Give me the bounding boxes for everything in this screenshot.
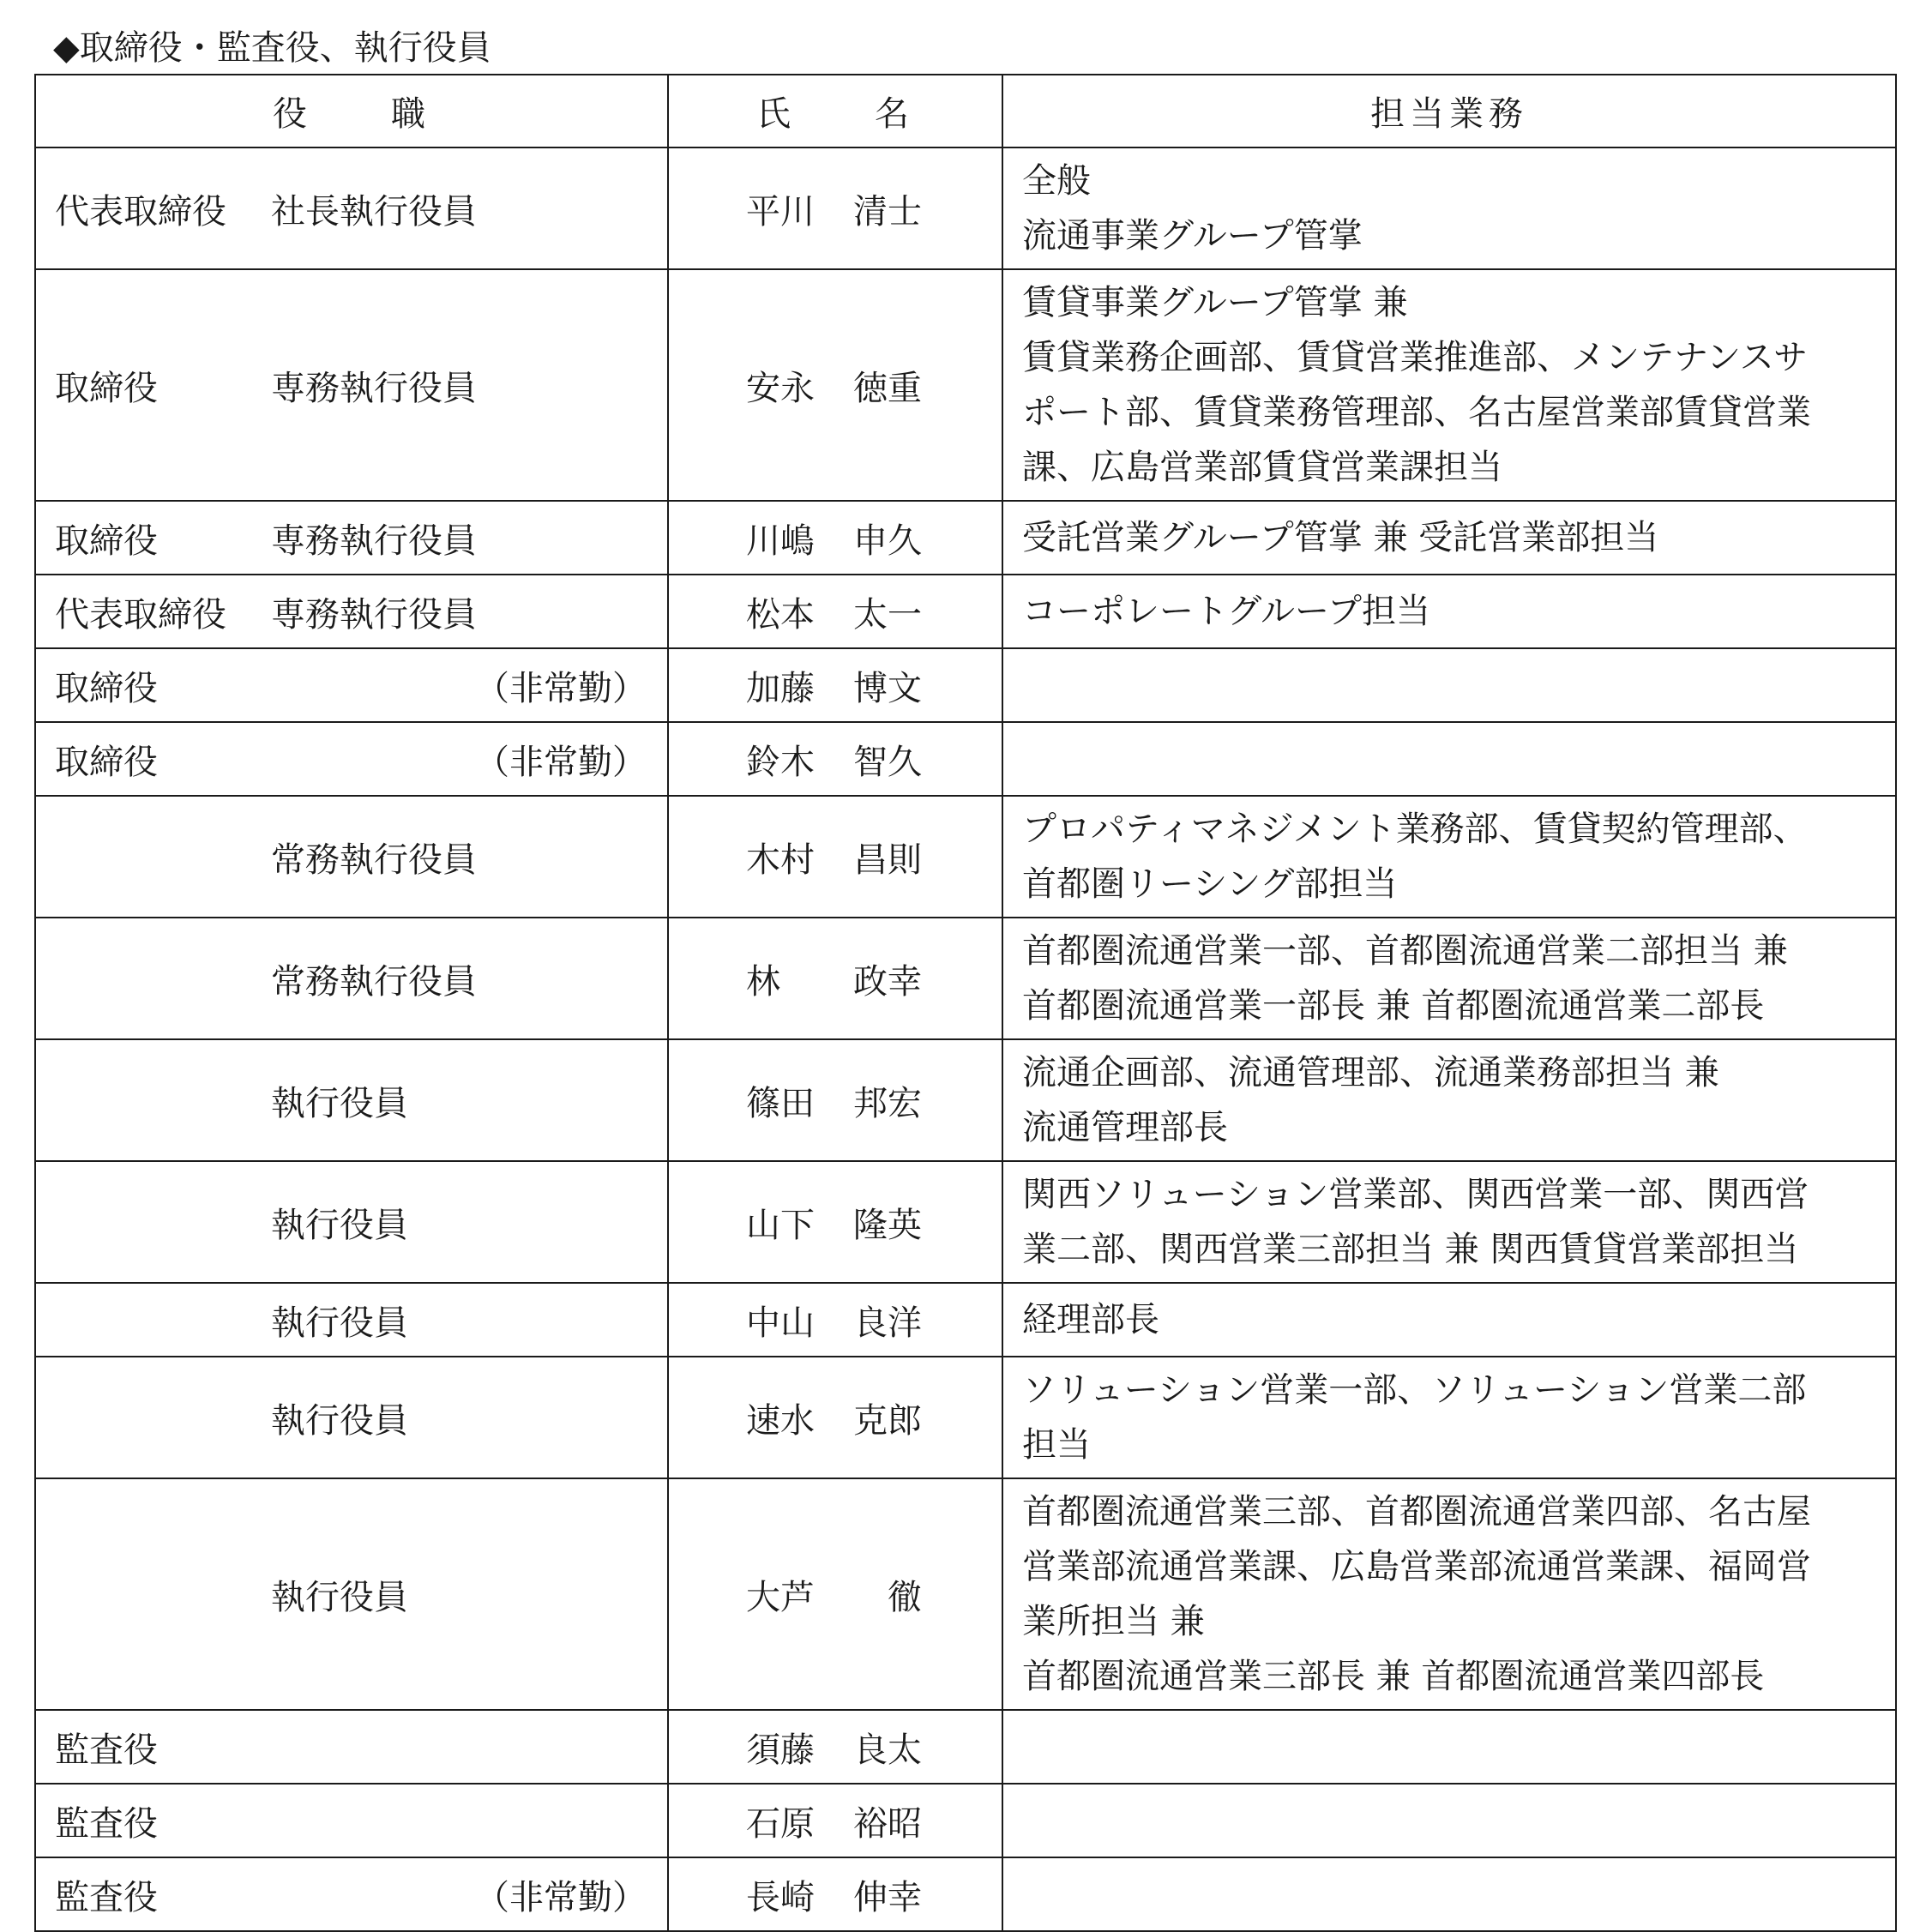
duty-line: 課、広島営業部賃貸営業課担当 [1022, 448, 1502, 487]
name-cell [668, 1357, 1002, 1478]
duties-cell [1002, 1161, 1896, 1283]
part-time-note: （非常勤） [475, 742, 647, 782]
duties-cell [1002, 501, 1896, 575]
person-name [746, 1393, 922, 1442]
name-cell [668, 1857, 1002, 1931]
name-cell [668, 575, 1002, 648]
given-name: 智久 [853, 742, 922, 782]
position-cell [35, 1478, 668, 1710]
executive-title: 常務執行役員 [271, 840, 477, 880]
position-cell [35, 1283, 668, 1357]
duty-line: 関西ソリューション営業部、関西営業一部、関西営 [1022, 1175, 1809, 1214]
person-name [746, 361, 922, 410]
duty-line: 首都圏流通営業三部、首都圏流通営業四部、名古屋 [1022, 1492, 1811, 1532]
table-row [35, 269, 1896, 501]
position-cell [35, 1857, 668, 1931]
table-row [35, 1784, 1896, 1857]
duty-line: 営業部流通営業課、広島営業部流通営業課、福岡営 [1022, 1547, 1811, 1586]
person-name [746, 587, 922, 636]
table-body [35, 147, 1896, 1931]
person-name [746, 1198, 922, 1247]
duties-cell [1002, 796, 1896, 918]
family-name: 中山 [746, 1303, 815, 1343]
duty-line: コーポレートグループ担当 [1022, 592, 1430, 631]
position-cell [35, 648, 668, 722]
duties-cell [1002, 648, 1896, 722]
duties-cell [1002, 722, 1896, 796]
executive-title: 専務執行役員 [271, 521, 477, 561]
duty-line: 経理部長 [1022, 1300, 1159, 1339]
position-cell [35, 796, 668, 918]
table-row [35, 147, 1896, 269]
position-cell [35, 147, 668, 269]
duty-line: 担当 [1022, 1425, 1091, 1465]
given-name: 良太 [853, 1730, 922, 1770]
given-name: 徳重 [853, 368, 922, 408]
table-row [35, 1283, 1896, 1357]
family-name: 加藤 [746, 668, 815, 708]
family-name: 平川 [746, 191, 815, 232]
person-name [746, 833, 922, 882]
executive-title: 社長執行役員 [271, 191, 477, 232]
duty-line: 業所担当 兼 [1022, 1602, 1205, 1641]
officers-table [34, 74, 1897, 1932]
board-title: 監査役 [55, 1803, 158, 1844]
duties-cell [1002, 1478, 1896, 1710]
person-name [746, 1870, 922, 1919]
duty-line: 全般 [1022, 161, 1091, 201]
family-name: 須藤 [746, 1730, 815, 1770]
person-name [746, 1296, 922, 1345]
duty-line: 流通企画部、流通管理部、流通業務部担当 兼 [1022, 1053, 1719, 1092]
person-name [746, 735, 922, 784]
duty-line: 流通管理部長 [1022, 1108, 1228, 1147]
position-cell [35, 1784, 668, 1857]
duty-line: ポート部、賃貸業務管理部、名古屋営業部賃貸営業 [1022, 393, 1811, 432]
duties-cell [1002, 1039, 1896, 1161]
name-cell [668, 147, 1002, 269]
name-cell [668, 1784, 1002, 1857]
executive-title: 執行役員 [271, 1303, 408, 1343]
given-name: 政幸 [853, 961, 922, 1002]
family-name: 石原 [746, 1803, 815, 1844]
name-cell [668, 501, 1002, 575]
duties-cell [1002, 575, 1896, 648]
family-name: 篠田 [746, 1083, 815, 1123]
duty-line: プロパティマネジメント業務部、賃貸契約管理部、 [1022, 810, 1808, 849]
family-name: 長崎 [746, 1877, 815, 1917]
given-name: 昌則 [853, 840, 922, 880]
family-name: 大芦 [746, 1577, 815, 1617]
position-cell [35, 269, 668, 501]
position-cell [35, 1161, 668, 1283]
position-cell [35, 918, 668, 1039]
family-name: 川嶋 [746, 521, 815, 561]
executive-title: 執行役員 [271, 1577, 408, 1617]
table-row [35, 918, 1896, 1039]
name-cell [668, 918, 1002, 1039]
header-duties: 担当業務 [1002, 75, 1896, 147]
name-cell [668, 796, 1002, 918]
person-name [746, 661, 922, 710]
family-name: 松本 [746, 594, 815, 635]
executive-title: 執行役員 [271, 1400, 408, 1441]
part-time-note: （非常勤） [475, 1877, 647, 1917]
person-name [746, 1723, 922, 1772]
executive-title: 専務執行役員 [271, 594, 477, 635]
duty-line: 受託営業グループ管掌 兼 受託営業部担当 [1022, 518, 1659, 557]
board-title: 監査役 [55, 1730, 158, 1770]
board-title: 代表取締役 [55, 191, 226, 232]
person-name [746, 514, 922, 563]
part-time-note: （非常勤） [475, 668, 647, 708]
family-name: 山下 [746, 1205, 815, 1245]
given-name: 良洋 [853, 1303, 922, 1343]
person-name [746, 1076, 922, 1125]
given-name: 太一 [853, 594, 922, 635]
duty-line: ソリューション営業一部、ソリューション営業二部 [1022, 1370, 1807, 1410]
duties-cell [1002, 1710, 1896, 1784]
given-name: 邦宏 [853, 1083, 922, 1123]
duty-line: 首都圏リーシング部担当 [1022, 864, 1398, 904]
header-position: 役 職 [35, 75, 668, 147]
family-name: 木村 [746, 840, 815, 880]
table-row [35, 1039, 1896, 1161]
position-cell [35, 1710, 668, 1784]
duty-line: 首都圏流通営業一部、首都圏流通営業二部担当 兼 [1022, 931, 1788, 971]
executive-title: 執行役員 [271, 1083, 408, 1123]
table-row [35, 1478, 1896, 1710]
board-title: 代表取締役 [55, 594, 226, 635]
table-header-row [35, 75, 1896, 147]
duty-line: 業二部、関西営業三部担当 兼 関西賃貸営業部担当 [1022, 1230, 1799, 1269]
person-name [746, 1797, 922, 1845]
name-cell [668, 722, 1002, 796]
name-cell [668, 1478, 1002, 1710]
board-title: 取締役 [55, 668, 158, 708]
given-name: 裕昭 [853, 1803, 922, 1844]
executive-title: 専務執行役員 [271, 368, 477, 408]
position-cell [35, 501, 668, 575]
given-name: 徹 [888, 1577, 922, 1617]
table-row [35, 575, 1896, 648]
board-title: 取締役 [55, 742, 158, 782]
table-row [35, 501, 1896, 575]
duties-cell [1002, 1283, 1896, 1357]
section-heading: ◆取締役・監査役、執行役員 [53, 28, 491, 68]
position-cell [35, 1357, 668, 1478]
given-name: 隆英 [853, 1205, 922, 1245]
position-cell [35, 575, 668, 648]
given-name: 克郎 [853, 1400, 922, 1441]
duties-cell [1002, 918, 1896, 1039]
duties-cell [1002, 1857, 1896, 1931]
duties-cell [1002, 269, 1896, 501]
family-name: 林 [746, 961, 780, 1002]
duties-cell [1002, 1784, 1896, 1857]
table-row [35, 1161, 1896, 1283]
given-name: 博文 [853, 668, 922, 708]
given-name: 申久 [853, 521, 922, 561]
table-row [35, 796, 1896, 918]
table-row [35, 1357, 1896, 1478]
person-name [746, 184, 922, 233]
name-cell [668, 648, 1002, 722]
person-name [746, 954, 922, 1003]
board-title: 取締役 [55, 368, 158, 408]
given-name: 清士 [853, 191, 922, 232]
duties-cell [1002, 1357, 1896, 1478]
duty-line: 賃貸業務企画部、賃貸営業推進部、メンテナンスサ [1022, 338, 1808, 377]
board-title: 監査役 [55, 1877, 158, 1917]
family-name: 速水 [746, 1400, 815, 1441]
name-cell [668, 1710, 1002, 1784]
executive-title: 執行役員 [271, 1205, 408, 1245]
family-name: 安永 [746, 368, 815, 408]
name-cell [668, 1283, 1002, 1357]
name-cell [668, 1039, 1002, 1161]
name-cell [668, 1161, 1002, 1283]
person-name [746, 1570, 922, 1619]
duties-cell [1002, 147, 1896, 269]
board-title: 取締役 [55, 521, 158, 561]
header-name: 氏 名 [668, 75, 1002, 147]
table-row [35, 1710, 1896, 1784]
duty-line: 首都圏流通営業三部長 兼 首都圏流通営業四部長 [1022, 1657, 1765, 1696]
table-row [35, 648, 1896, 722]
family-name: 鈴木 [746, 742, 815, 782]
position-cell [35, 722, 668, 796]
table-row [35, 1857, 1896, 1931]
position-cell [35, 1039, 668, 1161]
name-cell [668, 269, 1002, 501]
given-name: 伸幸 [853, 1877, 922, 1917]
duty-line: 賃貸事業グループ管掌 兼 [1022, 283, 1408, 322]
table-row [35, 722, 1896, 796]
executive-title: 常務執行役員 [271, 961, 477, 1002]
duty-line: 首都圏流通営業一部長 兼 首都圏流通営業二部長 [1022, 986, 1765, 1026]
duty-line: 流通事業グループ管掌 [1022, 216, 1363, 256]
